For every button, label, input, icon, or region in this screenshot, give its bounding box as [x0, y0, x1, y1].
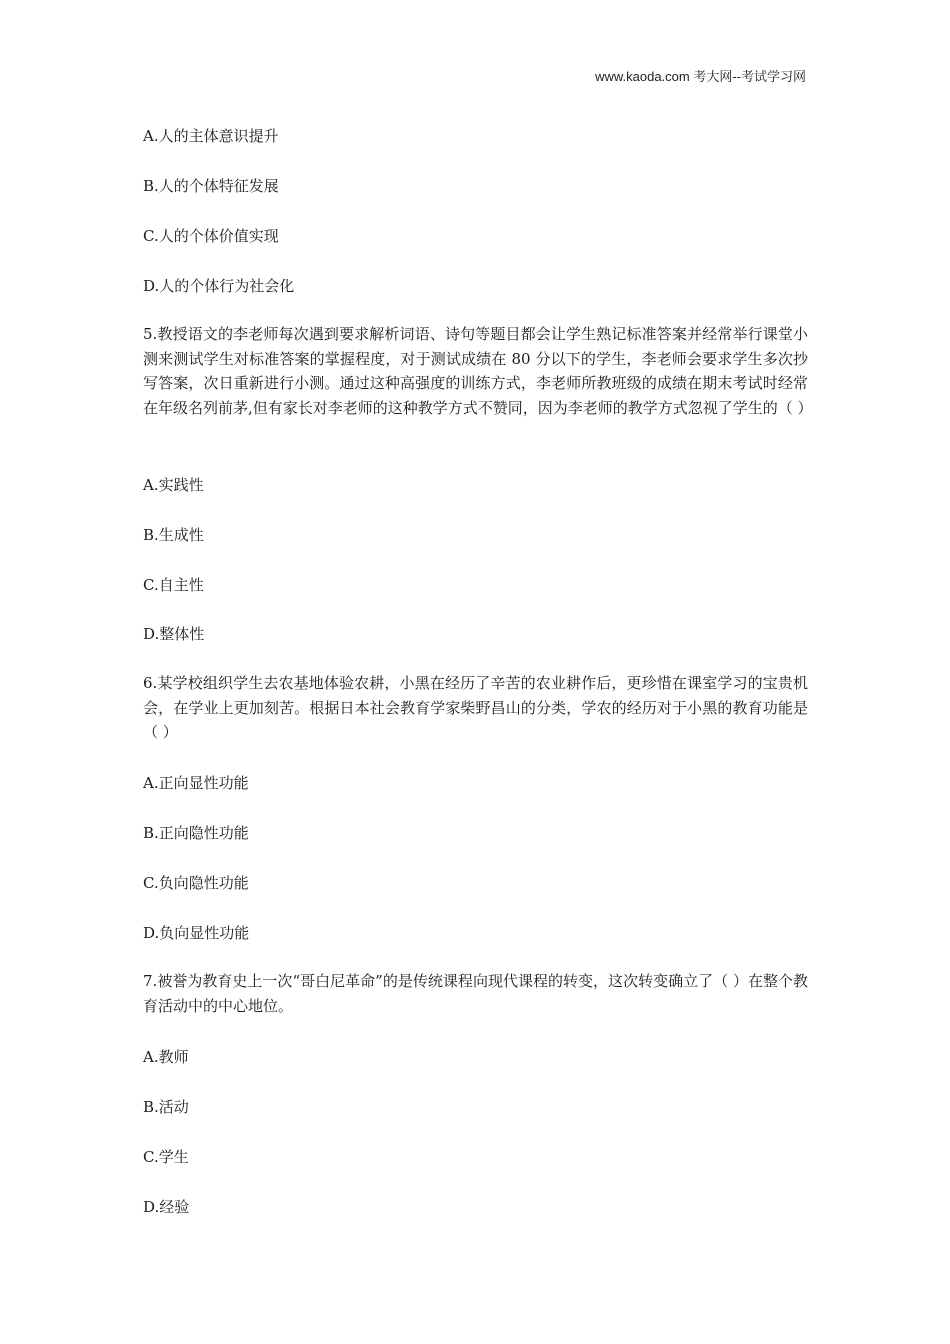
q4-option-a: A.人的主体意识提升: [143, 127, 279, 145]
q6-option-c: C.负向隐性功能: [143, 874, 249, 892]
q7-option-a: A.教师: [143, 1048, 189, 1066]
q5-option-d: D.整体性: [143, 625, 205, 643]
q4-option-d: D.人的个体行为社会化: [143, 277, 295, 295]
q5-option-a: A.实践性: [143, 476, 204, 494]
q5-stem: 5.教授语文的李老师每次遇到要求解析词语、诗句等题目都会让学生熟记标准答案并经常举行课堂小测来测试学生对标准答案的掌握程度，对于测试成绩在 80 分以下的学生，李老师会要求学生多次抄写答案，次日重新进行小测。通过这种高强度的训练方式，李老师所教班级的成绩在期末考试时经常在年级名列前茅,但有家长对李老师的这种教学方式不赞同，因为李老师的教学方式忽视了学生的（ ）: [143, 325, 813, 417]
q7-stem: 7.被誉为教育史上一次“哥白尼革命”的是传统课程向现代课程的转变，这次转变确立了（ ）在整个教育活动中的中心地位。: [143, 972, 808, 1015]
q7-option-c: C.学生: [143, 1148, 189, 1166]
q7-option-b: B.活动: [143, 1098, 189, 1116]
q4-option-c: C.人的个体价值实现: [143, 227, 279, 245]
q6-stem: 6.某学校组织学生去农基地体验农耕，小黑在经历了辛苦的农业耕作后，更珍惜在课室学习的宝贵机会，在学业上更加刻苦。根据日本社会教育学家柴野昌山的分类，学农的经历对于小黑的教育功能是（ ）: [143, 674, 808, 742]
q6-option-a: A.正向显性功能: [143, 774, 249, 792]
q5-option-c: C.自主性: [143, 576, 204, 594]
site-header: www.kaoda.com 考大网--考试学习网: [595, 69, 806, 84]
q7-option-d: D.经验: [143, 1198, 190, 1216]
q5-option-b: B.生成性: [143, 526, 204, 544]
q4-option-b: B.人的个体特征发展: [143, 177, 279, 195]
q6-option-b: B.正向隐性功能: [143, 824, 249, 842]
q6-option-d: D.负向显性功能: [143, 924, 250, 942]
